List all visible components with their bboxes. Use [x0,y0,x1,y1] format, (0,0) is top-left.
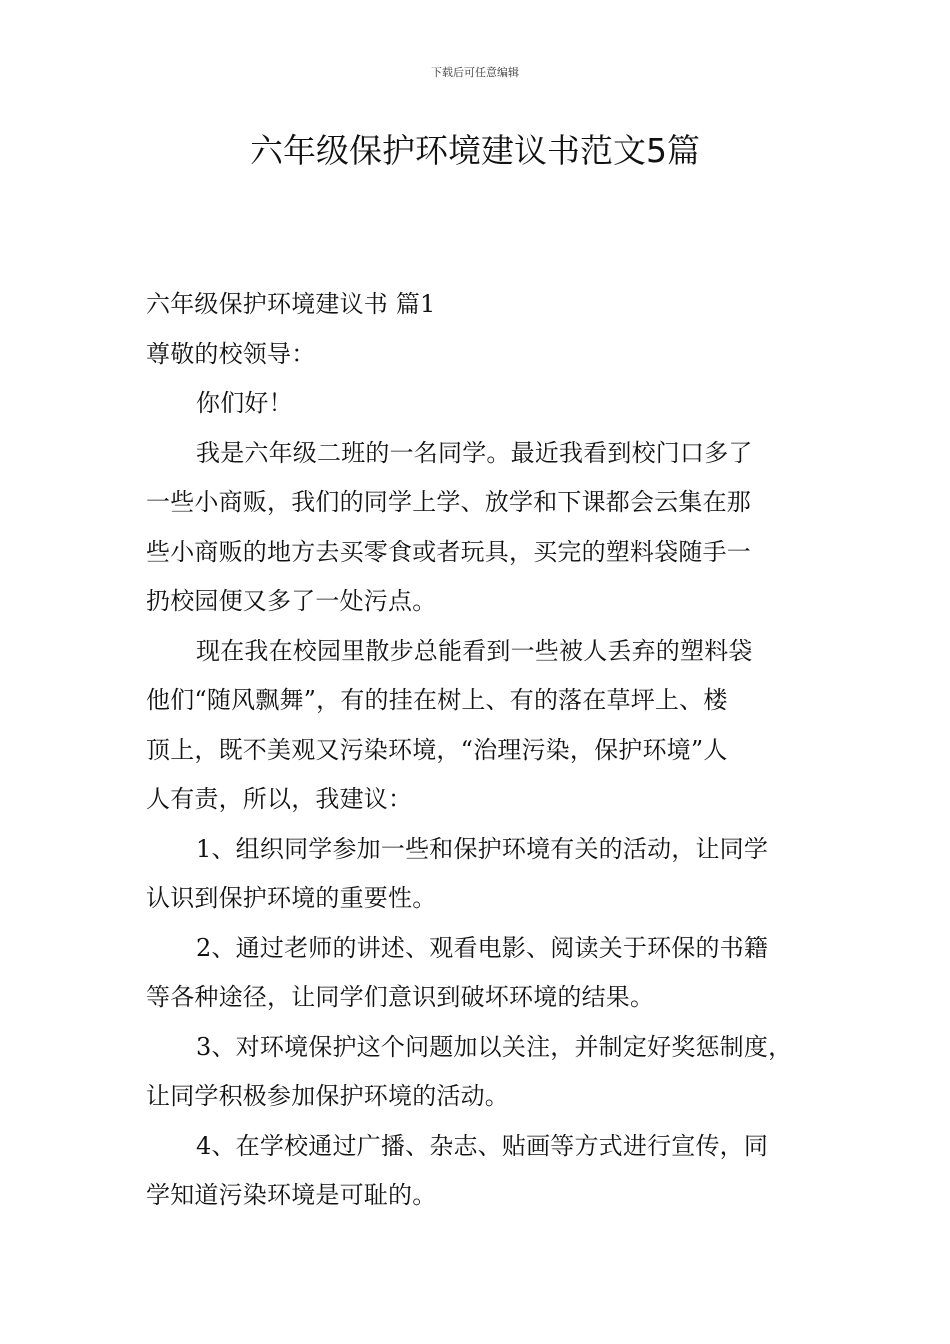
document-title: 六年级保护环境建议书范文5篇 [250,131,700,170]
section-heading: 六年级保护环境建议书 篇1 [146,290,436,318]
paragraph-line: 我是六年级二班的一名同学。最近我看到校门口多了 [196,438,753,467]
suggestion-line: 1、组织同学参加一些和保护环境有关的活动，让同学 [196,834,769,863]
greeting: 你们好！ [196,389,293,417]
suggestion-line: 让同学积极参加保护环境的活动。 [146,1082,509,1110]
suggestion-line: 学知道污染环境是可耻的。 [146,1181,437,1209]
paragraph-line: 人有责，所以，我建议： [146,785,413,813]
document-body [146,280,810,1221]
suggestion-line: 等各种途径，让同学们意识到破坏环境的结果。 [146,983,655,1011]
header-note: 下载后可任意编辑 [431,66,519,79]
paragraph-line: 些小商贩的地方去买零食或者玩具，买完的塑料袋随手一 [146,537,751,566]
suggestion-line: 2、通过老师的讲述、观看电影、阅读关于环保的书籍 [196,933,769,962]
paragraph-line: 他们“随风飘舞”，有的挂在树上、有的落在草坪上、楼 [146,686,728,714]
suggestion-line: 3、对环境保护这个问题加以关注，并制定好奖惩制度， [196,1032,793,1061]
suggestion-line: 4、在学校通过广播、杂志、贴画等方式进行宣传，同 [196,1131,769,1160]
salutation: 尊敬的校领导： [146,339,316,368]
paragraph-line: 顶上，既不美观又污染环境，“治理污染，保护环境”人 [146,735,728,764]
suggestion-line: 认识到保护环境的重要性。 [146,884,437,912]
paragraph-line: 扔校园便又多了一处污点。 [146,587,437,615]
paragraph-line: 现在我在校园里散步总能看到一些被人丢弃的塑料袋 [196,636,753,665]
paragraph-line: 一些小商贩，我们的同学上学、放学和下课都会云集在那 [146,488,751,516]
